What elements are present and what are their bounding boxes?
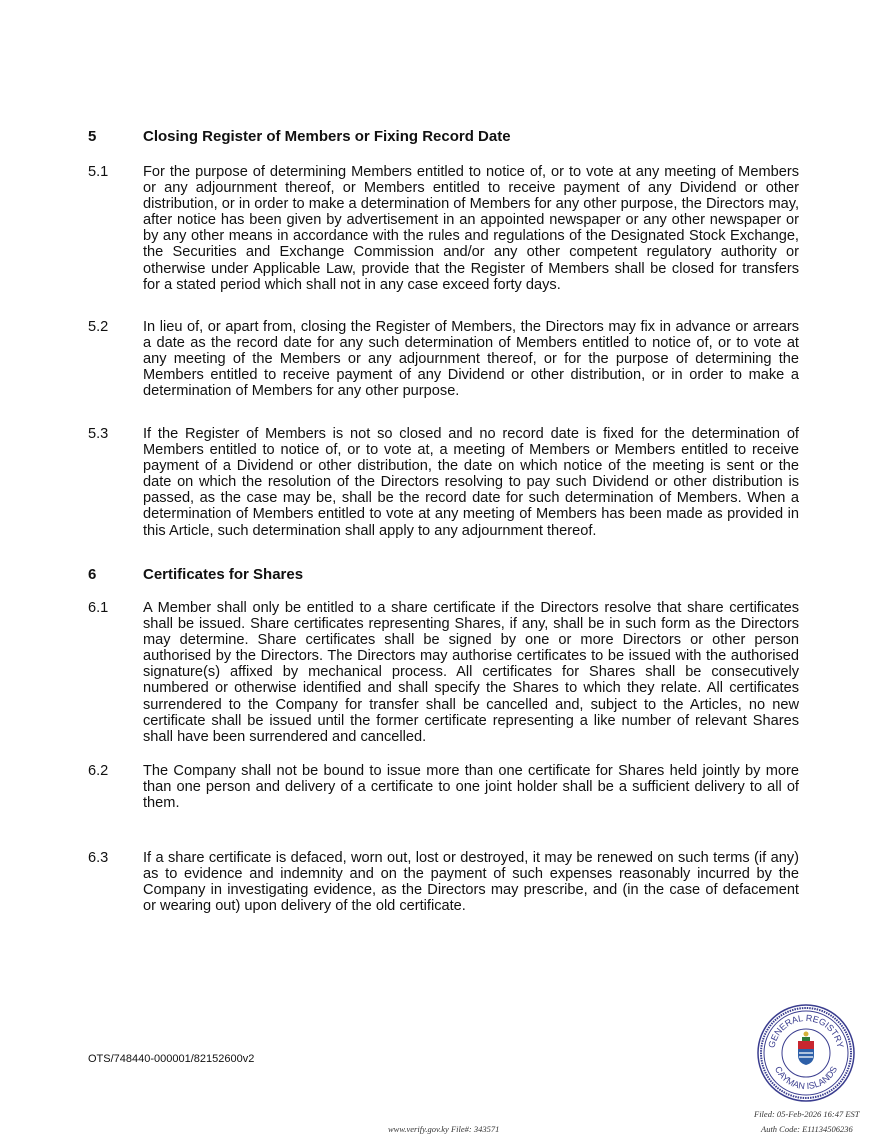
clause-number: 5.2 xyxy=(88,319,109,335)
filed-timestamp: Filed: 05-Feb-2026 16:47 EST xyxy=(754,1109,860,1119)
clause-6-2 xyxy=(88,763,799,811)
clause-text: If the Register of Members is not so closed and no record date is fixed for the determination of Members entitled to notice of, or to vote at, a meeting of Members or Members entitled to receive payment of a Dividend or other distribution, the date on which notice of the meeting is sent or the date on which the resolution of the Directors resolving to pay such Dividend or other distribution is passed, as the case may be, shall be the record date for such determination of Members. When a determination of Members entitled to vote at any meeting of Members has been made as provided in this Article, such determination shall apply to any adjournment thereof. xyxy=(143,426,799,539)
clause-6-1 xyxy=(88,600,799,745)
general-registry-seal xyxy=(756,1003,856,1103)
clause-number: 6.2 xyxy=(88,763,109,779)
section-heading-6 xyxy=(88,567,799,583)
clause-number: 5.1 xyxy=(88,164,109,180)
verify-link[interactable]: www.verify.gov.ky File#: 343571 xyxy=(388,1124,500,1134)
section-title: Certificates for Shares xyxy=(143,566,304,583)
clause-number: 6.1 xyxy=(88,600,109,616)
section-heading-5 xyxy=(88,129,799,145)
clause-text: The Company shall not be bound to issue more than one certificate for Shares held jointly by more than one person and delivery of a certificate to one joint holder shall be a sufficient delivery to all of them. xyxy=(143,763,799,812)
clause-text: In lieu of, or apart from, closing the Register of Members, the Directors may fix in advance or arrears a date as the record date for any such determination of Members entitled to notice of, or to vote at any meeting of the Members or any adjournment thereof, or for the purpose of determining the Members entitled to receive payment of any Dividend or other distribution, or in order to make a determination of Members for any other purpose. xyxy=(143,319,799,400)
clause-text: If a share certificate is defaced, worn out, lost or destroyed, it may be renewed on such terms (if any) as to evidence and indemnity and on the payment of such expenses reasonably incurred by the Company in investigating evidence, as the Directors may prescribe, and (in the case of defacement or wearing out) upon delivery of the old certificate. xyxy=(143,850,799,915)
section-number: 6 xyxy=(88,566,97,583)
section-number: 5 xyxy=(88,128,97,145)
section-title: Closing Register of Members or Fixing Record Date xyxy=(143,128,511,145)
svg-text:CAYMAN ISLANDS: CAYMAN ISLANDS xyxy=(772,1064,840,1092)
clause-6-3 xyxy=(88,850,799,914)
clause-5-1 xyxy=(88,164,799,293)
auth-code: Auth Code: E11134506236 xyxy=(761,1124,853,1134)
clause-text: For the purpose of determining Members entitled to notice of, or to vote at any meeting of Members or any adjournment thereof, or Members entitled to receive payment of any Dividend or other distribution, or in order to make a determination of Members for any other purpose, the Directors may, after notice has been given by advertisement in an appointed newspaper or any other newspaper or by any other means in accordance with the rules and regulations of the Designated Stock Exchange, the Securities and Exchange Commission and/or any other competent regulatory authority or otherwise under Applicable Law, provide that the Register of Members shall be closed for transfers for a stated period which shall not in any case exceed forty days. xyxy=(143,164,799,293)
svg-text:GENERAL REGISTRY: GENERAL REGISTRY xyxy=(766,1012,846,1049)
clause-5-3 xyxy=(88,426,799,539)
clause-5-2 xyxy=(88,319,799,399)
document-reference: OTS/748440-000001/82152600v2 xyxy=(88,1053,255,1065)
clause-number: 5.3 xyxy=(88,426,109,442)
clause-text: A Member shall only be entitled to a share certificate if the Directors resolve that share certificates shall be issued. Share certificates representing Shares, if any, shall be in such form as the Directors may determine. Share certificates shall be signed by one or more Directors or other person authorised by the Directors. The Directors may authorise certificates to be issued with the authorised signature(s) affixed by mechanical process. All certificates for Shares shall be consecutively numbered or otherwise identified and shall specify the Shares to which they relate. All certificates surrendered to the Company for transfer shall be cancelled and, subject to the Articles, no new certificate shall be issued until the former certificate representing a like number of relevant Shares shall have been surrendered and cancelled. xyxy=(143,600,799,745)
clause-number: 6.3 xyxy=(88,850,109,866)
